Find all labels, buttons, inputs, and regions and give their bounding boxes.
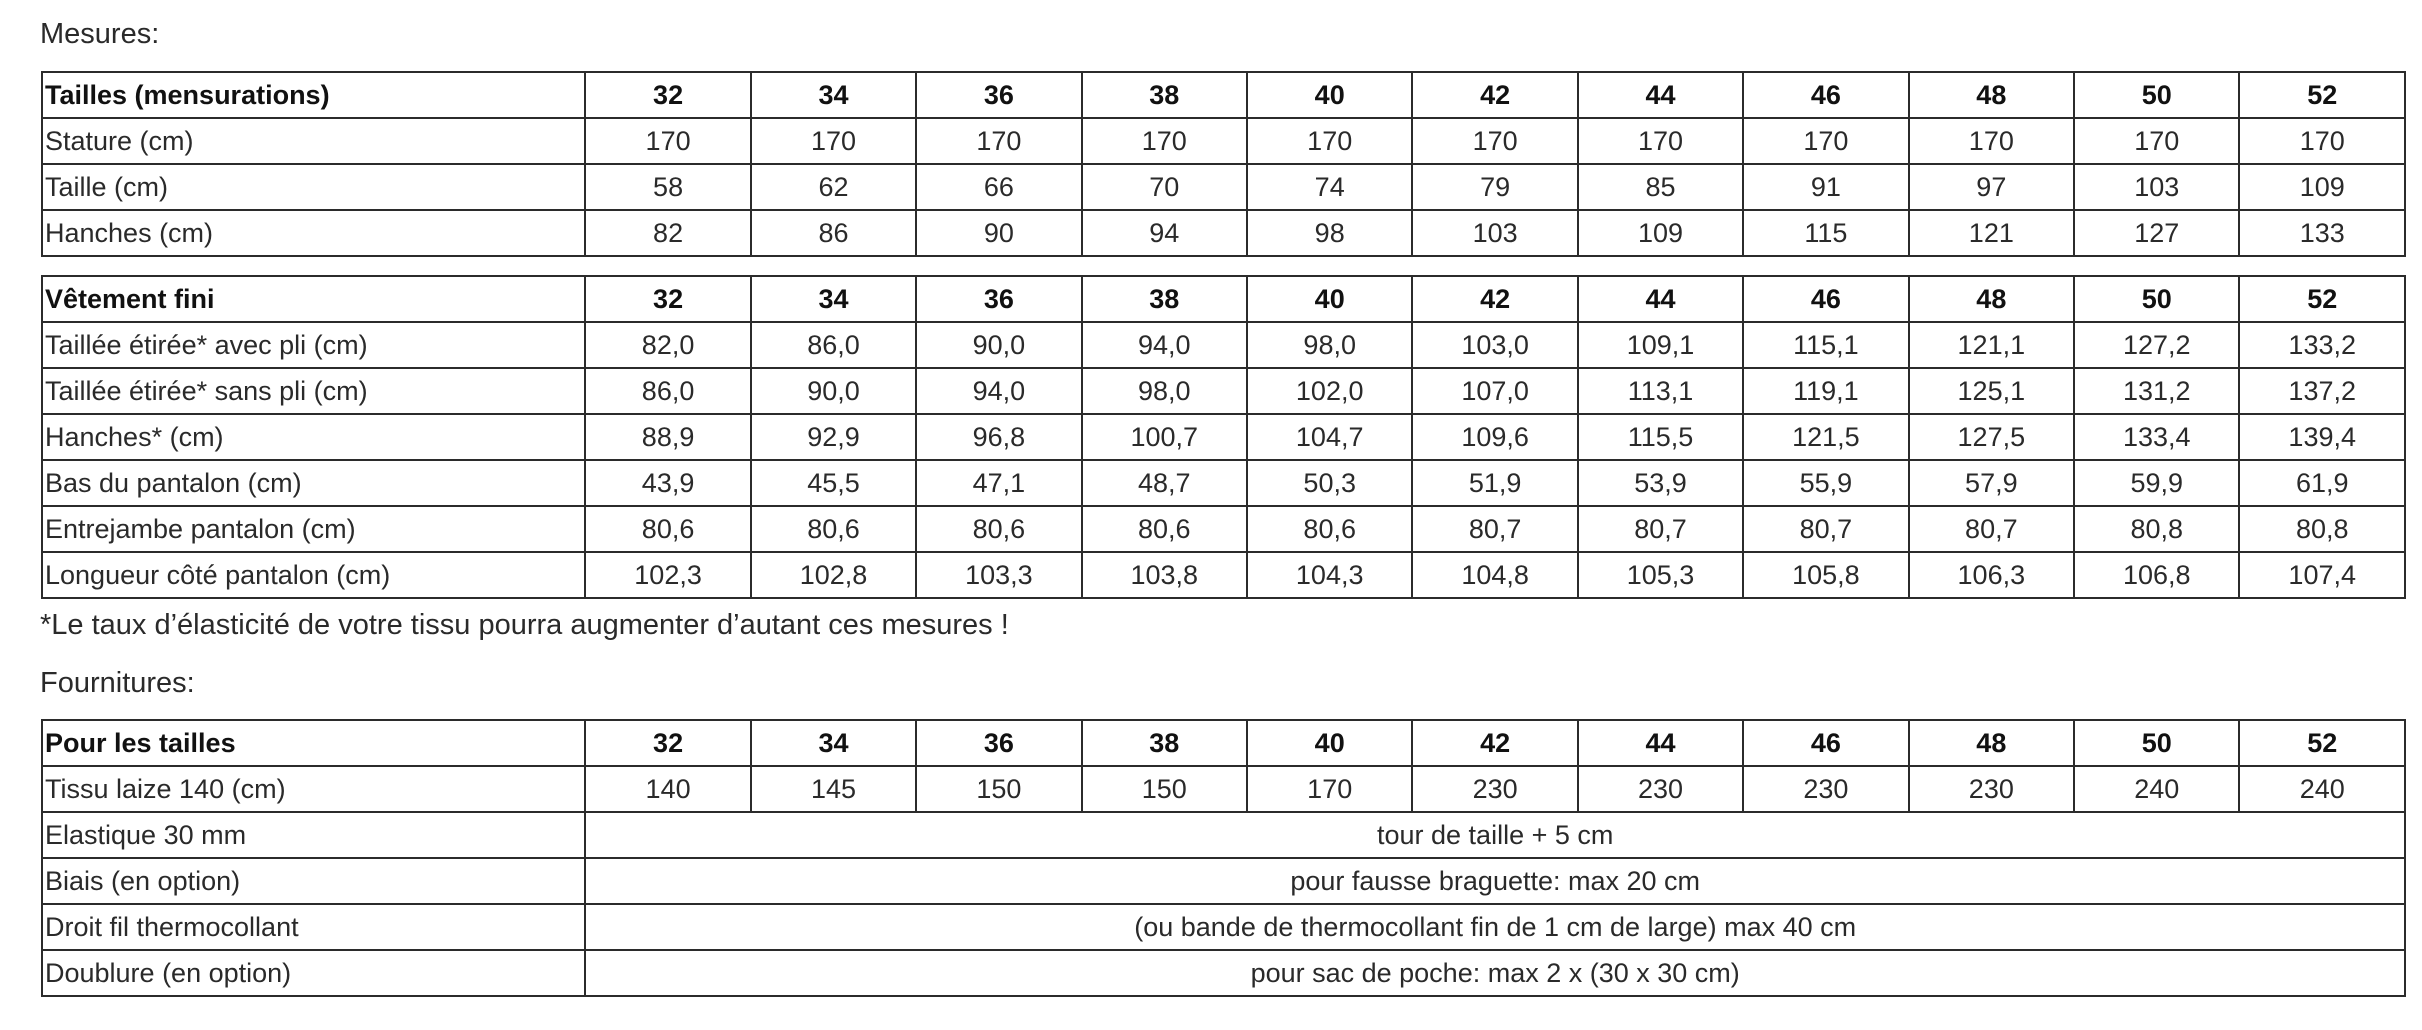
value-cell: 80,6 [1247, 506, 1412, 552]
row-label: Hanches* (cm) [42, 414, 585, 460]
value-cell: 170 [2074, 118, 2239, 164]
size-header-cell: 52 [2239, 276, 2405, 322]
value-cell: 102,0 [1247, 368, 1412, 414]
value-cell: 47,1 [916, 460, 1081, 506]
row-label: Taillée étirée* avec pli (cm) [42, 322, 585, 368]
size-header-cell: 50 [2074, 72, 2239, 118]
row-label: Droit fil thermocollant [42, 904, 585, 950]
size-header-cell: 40 [1247, 720, 1412, 766]
header-label: Vêtement fini [42, 276, 585, 322]
value-cell: 106,8 [2074, 552, 2239, 598]
size-header-cell: 34 [751, 720, 916, 766]
size-header-cell: 50 [2074, 276, 2239, 322]
size-header-cell: 44 [1578, 276, 1743, 322]
mensurations-table [41, 71, 2406, 257]
row-label: Longueur côté pantalon (cm) [42, 552, 585, 598]
value-cell: 86,0 [585, 368, 750, 414]
value-cell: 80,6 [916, 506, 1081, 552]
value-cell: 86 [751, 210, 916, 256]
value-cell: 106,3 [1909, 552, 2074, 598]
row-label: Taille (cm) [42, 164, 585, 210]
value-cell: 230 [1578, 766, 1743, 812]
value-cell: 102,3 [585, 552, 750, 598]
row-label: Taillée étirée* sans pli (cm) [42, 368, 585, 414]
value-cell: 109 [1578, 210, 1743, 256]
value-cell: 127,2 [2074, 322, 2239, 368]
value-cell: 43,9 [585, 460, 750, 506]
table-row [42, 460, 2405, 506]
value-cell: 115 [1743, 210, 1908, 256]
value-cell: 145 [751, 766, 916, 812]
row-label: Elastique 30 mm [42, 812, 585, 858]
value-cell: 170 [1082, 118, 1247, 164]
value-cell: 80,8 [2239, 506, 2405, 552]
value-cell: 51,9 [1412, 460, 1577, 506]
table-row [42, 118, 2405, 164]
value-cell: 100,7 [1082, 414, 1247, 460]
value-cell: 91 [1743, 164, 1908, 210]
value-cell: 80,7 [1743, 506, 1908, 552]
value-cell: 96,8 [916, 414, 1081, 460]
value-cell: 98,0 [1247, 322, 1412, 368]
value-cell: 170 [751, 118, 916, 164]
size-header-cell: 48 [1909, 720, 2074, 766]
value-cell: 103,0 [1412, 322, 1577, 368]
size-header-cell: 38 [1082, 720, 1247, 766]
value-cell: 55,9 [1743, 460, 1908, 506]
value-cell: 127,5 [1909, 414, 2074, 460]
value-cell: 103 [2074, 164, 2239, 210]
value-cell: 80,6 [751, 506, 916, 552]
size-header-cell: 46 [1743, 720, 1908, 766]
value-cell: 109,1 [1578, 322, 1743, 368]
value-cell: 170 [1578, 118, 1743, 164]
row-label: Bas du pantalon (cm) [42, 460, 585, 506]
table-row [42, 766, 2405, 812]
value-cell: 109,6 [1412, 414, 1577, 460]
value-cell: 59,9 [2074, 460, 2239, 506]
table-row [42, 950, 2405, 996]
value-cell: 230 [1743, 766, 1908, 812]
row-label: Biais (en option) [42, 858, 585, 904]
size-header-cell: 32 [585, 720, 750, 766]
table-row [42, 552, 2405, 598]
value-cell: 86,0 [751, 322, 916, 368]
value-cell: 94 [1082, 210, 1247, 256]
size-header-cell: 52 [2239, 720, 2405, 766]
value-cell: 90,0 [751, 368, 916, 414]
value-cell: 85 [1578, 164, 1743, 210]
spanning-value-cell: (ou bande de thermocollant fin de 1 cm de large) max 40 cm [585, 904, 2405, 950]
value-cell: 170 [2239, 118, 2405, 164]
value-cell: 105,3 [1578, 552, 1743, 598]
table-row [42, 506, 2405, 552]
value-cell: 150 [916, 766, 1081, 812]
value-cell: 131,2 [2074, 368, 2239, 414]
size-header-cell: 44 [1578, 72, 1743, 118]
size-header-cell: 42 [1412, 276, 1577, 322]
value-cell: 53,9 [1578, 460, 1743, 506]
size-header-cell: 32 [585, 72, 750, 118]
table-row [42, 322, 2405, 368]
table-row [42, 368, 2405, 414]
value-cell: 137,2 [2239, 368, 2405, 414]
value-cell: 133,4 [2074, 414, 2239, 460]
value-cell: 62 [751, 164, 916, 210]
value-cell: 104,3 [1247, 552, 1412, 598]
value-cell: 74 [1247, 164, 1412, 210]
value-cell: 170 [585, 118, 750, 164]
value-cell: 170 [1412, 118, 1577, 164]
size-header-cell: 36 [916, 72, 1081, 118]
value-cell: 103,3 [916, 552, 1081, 598]
table-header-row [42, 720, 2405, 766]
vetement-fini-table [41, 275, 2406, 599]
value-cell: 107,4 [2239, 552, 2405, 598]
value-cell: 104,7 [1247, 414, 1412, 460]
value-cell: 80,6 [585, 506, 750, 552]
size-header-cell: 48 [1909, 276, 2074, 322]
value-cell: 230 [1412, 766, 1577, 812]
size-header-cell: 32 [585, 276, 750, 322]
table-row [42, 414, 2405, 460]
value-cell: 127 [2074, 210, 2239, 256]
value-cell: 115,5 [1578, 414, 1743, 460]
size-header-cell: 48 [1909, 72, 2074, 118]
size-header-cell: 42 [1412, 720, 1577, 766]
value-cell: 119,1 [1743, 368, 1908, 414]
value-cell: 94,0 [916, 368, 1081, 414]
table-header-row [42, 72, 2405, 118]
size-header-cell: 34 [751, 276, 916, 322]
value-cell: 103 [1412, 210, 1577, 256]
value-cell: 98 [1247, 210, 1412, 256]
value-cell: 170 [1909, 118, 2074, 164]
header-label: Pour les tailles [42, 720, 585, 766]
value-cell: 105,8 [1743, 552, 1908, 598]
row-label: Tissu laize 140 (cm) [42, 766, 585, 812]
value-cell: 97 [1909, 164, 2074, 210]
value-cell: 88,9 [585, 414, 750, 460]
mesures-heading: Mesures: [40, 18, 160, 50]
value-cell: 82 [585, 210, 750, 256]
spanning-value-cell: pour fausse braguette: max 20 cm [585, 858, 2405, 904]
value-cell: 170 [1743, 118, 1908, 164]
value-cell: 80,7 [1909, 506, 2074, 552]
size-header-cell: 46 [1743, 72, 1908, 118]
size-header-cell: 36 [916, 276, 1081, 322]
value-cell: 115,1 [1743, 322, 1908, 368]
value-cell: 150 [1082, 766, 1247, 812]
header-label: Tailles (mensurations) [42, 72, 585, 118]
value-cell: 113,1 [1578, 368, 1743, 414]
value-cell: 103,8 [1082, 552, 1247, 598]
value-cell: 140 [585, 766, 750, 812]
value-cell: 125,1 [1909, 368, 2074, 414]
row-label: Stature (cm) [42, 118, 585, 164]
table-header-row [42, 276, 2405, 322]
value-cell: 121,1 [1909, 322, 2074, 368]
value-cell: 48,7 [1082, 460, 1247, 506]
value-cell: 45,5 [751, 460, 916, 506]
value-cell: 139,4 [2239, 414, 2405, 460]
size-header-cell: 38 [1082, 72, 1247, 118]
size-header-cell: 52 [2239, 72, 2405, 118]
size-header-cell: 36 [916, 720, 1081, 766]
value-cell: 57,9 [1909, 460, 2074, 506]
value-cell: 133,2 [2239, 322, 2405, 368]
value-cell: 121,5 [1743, 414, 1908, 460]
size-header-cell: 46 [1743, 276, 1908, 322]
value-cell: 98,0 [1082, 368, 1247, 414]
value-cell: 170 [916, 118, 1081, 164]
value-cell: 82,0 [585, 322, 750, 368]
value-cell: 133 [2239, 210, 2405, 256]
value-cell: 66 [916, 164, 1081, 210]
value-cell: 80,6 [1082, 506, 1247, 552]
value-cell: 240 [2239, 766, 2405, 812]
value-cell: 80,7 [1412, 506, 1577, 552]
row-label: Hanches (cm) [42, 210, 585, 256]
value-cell: 94,0 [1082, 322, 1247, 368]
value-cell: 58 [585, 164, 750, 210]
value-cell: 50,3 [1247, 460, 1412, 506]
fournitures-heading: Fournitures: [40, 667, 195, 699]
size-header-cell: 34 [751, 72, 916, 118]
value-cell: 170 [1247, 118, 1412, 164]
size-header-cell: 50 [2074, 720, 2239, 766]
size-header-cell: 44 [1578, 720, 1743, 766]
elasticity-footnote: *Le taux d’élasticité de votre tissu pourra augmenter d’autant ces mesures ! [40, 609, 1009, 641]
size-header-cell: 42 [1412, 72, 1577, 118]
value-cell: 80,7 [1578, 506, 1743, 552]
value-cell: 102,8 [751, 552, 916, 598]
size-header-cell: 40 [1247, 72, 1412, 118]
value-cell: 92,9 [751, 414, 916, 460]
table-row [42, 210, 2405, 256]
table-row [42, 904, 2405, 950]
table-row [42, 858, 2405, 904]
value-cell: 70 [1082, 164, 1247, 210]
value-cell: 121 [1909, 210, 2074, 256]
value-cell: 104,8 [1412, 552, 1577, 598]
row-label: Doublure (en option) [42, 950, 585, 996]
value-cell: 80,8 [2074, 506, 2239, 552]
size-header-cell: 38 [1082, 276, 1247, 322]
row-label: Entrejambe pantalon (cm) [42, 506, 585, 552]
value-cell: 107,0 [1412, 368, 1577, 414]
size-header-cell: 40 [1247, 276, 1412, 322]
spanning-value-cell: tour de taille + 5 cm [585, 812, 2405, 858]
fournitures-table [41, 719, 2406, 997]
table-row [42, 812, 2405, 858]
value-cell: 109 [2239, 164, 2405, 210]
value-cell: 230 [1909, 766, 2074, 812]
value-cell: 79 [1412, 164, 1577, 210]
value-cell: 240 [2074, 766, 2239, 812]
spanning-value-cell: pour sac de poche: max 2 x (30 x 30 cm) [585, 950, 2405, 996]
table-row [42, 164, 2405, 210]
value-cell: 90,0 [916, 322, 1081, 368]
value-cell: 90 [916, 210, 1081, 256]
value-cell: 61,9 [2239, 460, 2405, 506]
value-cell: 170 [1247, 766, 1412, 812]
